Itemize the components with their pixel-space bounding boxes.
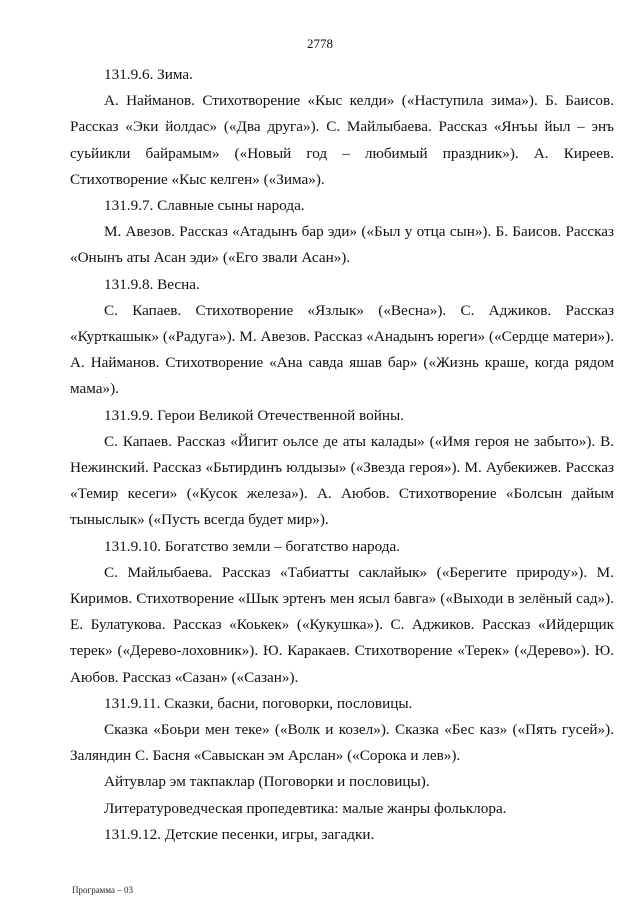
paragraph: М. Авезов. Рассказ «Атадынъ бар эди» («Был у отца сын»). Б. Баисов. Рассказ «Онынъ аты Асан эди» («Его звали Асан»).	[70, 223, 614, 267]
page-number: 2778	[307, 36, 333, 51]
paragraph: Литературоведческая пропедевтика: малые жанры фольклора.	[104, 799, 507, 817]
paragraph: С. Капаев. Стихотворение «Язлык» («Весна»). С. Аджиков. Рассказ «Курткашык» («Радуга»). М. Авезов. Рассказ «Анадынъ юреги» («Сердце матери»). А. Найманов. Стихотворение «Ана савда яшав бар» («Жизнь краше, когда рядом мама»).	[70, 301, 614, 398]
section-heading: 131.9.10. Богатство земли – богатство народа.	[104, 537, 400, 555]
paragraph: Айтувлар эм такпаклар (Поговорки и пословицы).	[104, 773, 430, 791]
paragraph: С. Капаев. Рассказ «Йигит оьлсе де аты калады» («Имя героя не забыто»). В. Нежинский. Рассказ «Бьтирдинъ юлдызы» («Звезда героя»). М. Аубекижев. Рассказ «Темир кесеги» («Кусок железа»). А. Аюбов. Стихотворение «Болсын дайым тыныслык» («Пусть всегда будет мир»).	[70, 432, 614, 529]
section-heading: 131.9.7. Славные сыны народа.	[104, 197, 305, 215]
section-heading: 131.9.9. Герои Великой Отечественной войны.	[104, 406, 404, 424]
paragraph: А. Найманов. Стихотворение «Кыс келди» («Наступила зима»). Б. Баисов. Рассказ «Эки йолдас» («Два друга»). С. Майлыбаева. Рассказ «Янъы йыл – энъ суьйикли байрамым» («Новый год – любимый праздник»). А. Киреев. Стихотворение «Кыс келген» («Зима»).	[70, 92, 614, 188]
section-heading: 131.9.6. Зима.	[104, 66, 193, 83]
section-heading: 131.9.11. Сказки, басни, поговорки, пословицы.	[104, 694, 413, 712]
section-heading: 131.9.12. Детские песенки, игры, загадки.	[104, 825, 375, 843]
section-heading: 131.9.8. Весна.	[104, 275, 200, 293]
paragraph: С. Майлыбаева. Рассказ «Табиатты саклайык» («Берегите природу»). М. Киримов. Стихотворение «Шык эртенъ мен ясыл бавга» («Выходи в зелёный сад»). Е. Булатукова. Рассказ «Коькек» («Кукушка»). С. Аджиков. Рассказ «Ийдерщик терек» («Дерево-лоховник»). Ю. Каракаев. Стихотворение «Терек» («Дерево»). Ю. Аюбов. Рассказ «Сазан» («Сазан»).	[70, 563, 614, 686]
paragraph: Сказка «Боьри мен теке» («Волк и козел»). Сказка «Бес каз» («Пять гусей»). Заляндин С. Басня «Савыскан эм Арслан» («Сорока и лев»).	[70, 721, 614, 765]
page-footer: Программа – 03	[72, 885, 134, 895]
document-body	[70, 62, 614, 848]
